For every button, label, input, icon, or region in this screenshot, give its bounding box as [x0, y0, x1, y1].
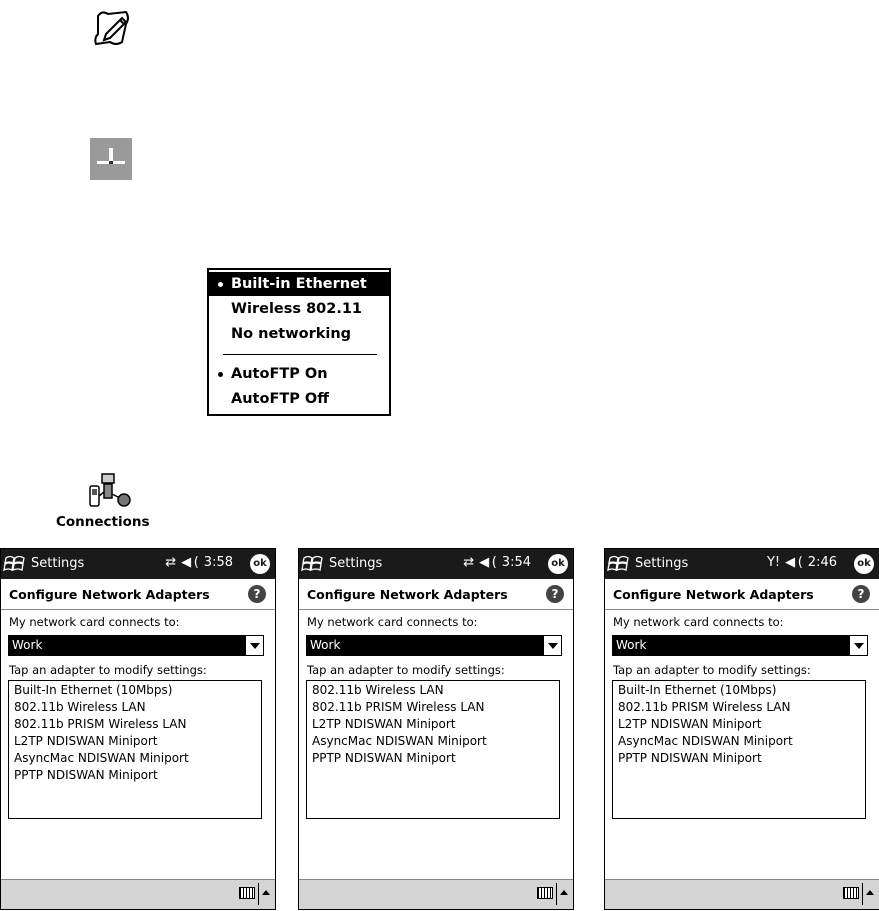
divider: [862, 883, 863, 905]
help-icon[interactable]: ?: [852, 585, 870, 603]
list-item[interactable]: 802.11b Wireless LAN: [14, 700, 146, 714]
menu-separator: [223, 354, 377, 355]
title-bar: [299, 549, 573, 579]
list-item[interactable]: L2TP NDISWAN Miniport: [14, 734, 158, 748]
selected-bullet-icon: [218, 282, 223, 287]
ok-button[interactable]: ok: [854, 554, 874, 574]
connects-to-dropdown[interactable]: [612, 635, 868, 656]
list-item[interactable]: PPTP NDISWAN Miniport: [312, 751, 456, 765]
list-item[interactable]: AsyncMac NDISWAN Miniport: [312, 734, 487, 748]
connects-to-label: My network card connects to:: [9, 615, 180, 629]
menu-bar: [299, 879, 573, 909]
chevron-up-icon[interactable]: [560, 890, 568, 895]
ok-button[interactable]: ok: [548, 554, 568, 574]
menu-item-built-in-ethernet[interactable]: [209, 272, 389, 296]
title-bar: [1, 549, 275, 579]
speaker-icon[interactable]: ◀ (: [181, 555, 199, 570]
device-screen-3: [604, 548, 879, 910]
note-icon: [92, 8, 134, 48]
device-screen-2: [298, 548, 574, 910]
list-item[interactable]: 802.11b Wireless LAN: [312, 683, 444, 697]
connects-to-dropdown[interactable]: [306, 635, 562, 656]
adapter-list: [306, 680, 560, 819]
speaker-icon[interactable]: ◀ (: [785, 555, 803, 570]
divider: [299, 609, 573, 610]
connections-icon[interactable]: [86, 470, 136, 512]
menu-item-label: Wireless 802.11: [231, 301, 363, 317]
adapters-label: Tap an adapter to modify settings:: [307, 663, 505, 677]
page-title: Configure Network Adapters: [307, 587, 508, 602]
connects-to-label: My network card connects to:: [613, 615, 784, 629]
list-item[interactable]: Built-In Ethernet (10Mbps): [14, 683, 173, 697]
dropdown-value: Work: [307, 636, 544, 655]
list-item[interactable]: Built-In Ethernet (10Mbps): [618, 683, 777, 697]
menu-item-autoftp-on[interactable]: [209, 362, 389, 386]
menu-item-no-networking[interactable]: [209, 322, 389, 346]
chevron-down-icon[interactable]: [548, 643, 558, 649]
chevron-up-icon[interactable]: [866, 890, 874, 895]
windows-start-icon[interactable]: [607, 552, 631, 576]
title-bar: [605, 549, 879, 579]
sync-icon[interactable]: ⇄: [165, 555, 177, 570]
window-title: Settings: [329, 556, 383, 571]
dropdown-value: Work: [613, 636, 850, 655]
list-item[interactable]: PPTP NDISWAN Miniport: [618, 751, 762, 765]
device-screen-1: [0, 548, 276, 910]
network-popup-menu: [207, 268, 391, 416]
menu-item-label: Built-in Ethernet: [231, 276, 367, 292]
list-item[interactable]: AsyncMac NDISWAN Miniport: [14, 751, 189, 765]
clock[interactable]: 2:46: [807, 555, 837, 570]
list-item[interactable]: AsyncMac NDISWAN Miniport: [618, 734, 793, 748]
status-area: [463, 555, 531, 570]
windows-start-icon[interactable]: [3, 552, 27, 576]
chevron-up-icon[interactable]: [262, 890, 270, 895]
chevron-down-icon[interactable]: [854, 643, 864, 649]
clock[interactable]: 3:54: [501, 555, 531, 570]
menu-item-label: No networking: [231, 326, 352, 342]
adapter-list: [612, 680, 866, 819]
connects-to-label: My network card connects to:: [307, 615, 478, 629]
status-area: [767, 555, 837, 570]
menu-item-autoftp-off[interactable]: [209, 387, 389, 411]
windows-start-icon[interactable]: [301, 552, 325, 576]
keyboard-icon[interactable]: [843, 887, 859, 899]
menu-item-label: AutoFTP On: [231, 366, 328, 382]
window-title: Settings: [31, 556, 85, 571]
menu-bar: [605, 879, 879, 909]
divider: [258, 883, 259, 905]
window-title: Settings: [635, 556, 689, 571]
status-area: [165, 555, 233, 570]
selected-bullet-icon: [218, 372, 223, 377]
list-item[interactable]: PPTP NDISWAN Miniport: [14, 768, 158, 782]
connects-to-dropdown[interactable]: [8, 635, 264, 656]
page-title: Configure Network Adapters: [9, 587, 210, 602]
chevron-down-icon[interactable]: [250, 643, 260, 649]
signal-icon[interactable]: Y!: [766, 555, 781, 570]
adapter-list: [8, 680, 262, 819]
help-icon[interactable]: ?: [248, 585, 266, 603]
adapters-label: Tap an adapter to modify settings:: [613, 663, 811, 677]
divider: [556, 883, 557, 905]
speaker-icon[interactable]: ◀ (: [479, 555, 497, 570]
list-item[interactable]: 802.11b PRISM Wireless LAN: [618, 700, 791, 714]
help-icon[interactable]: ?: [546, 585, 564, 603]
keyboard-icon[interactable]: [239, 887, 255, 899]
sync-icon[interactable]: ⇄: [463, 555, 475, 570]
clock[interactable]: 3:58: [203, 555, 233, 570]
ok-button[interactable]: ok: [250, 554, 270, 574]
dropdown-value: Work: [9, 636, 246, 655]
list-item[interactable]: 802.11b PRISM Wireless LAN: [14, 717, 187, 731]
divider: [605, 609, 879, 610]
network-icon: [90, 138, 132, 180]
connections-label[interactable]: Connections: [56, 514, 150, 530]
divider: [1, 609, 275, 610]
adapters-label: Tap an adapter to modify settings:: [9, 663, 207, 677]
list-item[interactable]: L2TP NDISWAN Miniport: [312, 717, 456, 731]
menu-item-label: AutoFTP Off: [231, 391, 329, 407]
menu-item-wireless[interactable]: [209, 297, 389, 321]
keyboard-icon[interactable]: [537, 887, 553, 899]
menu-bar: [1, 879, 275, 909]
page-title: Configure Network Adapters: [613, 587, 814, 602]
list-item[interactable]: 802.11b PRISM Wireless LAN: [312, 700, 485, 714]
list-item[interactable]: L2TP NDISWAN Miniport: [618, 717, 762, 731]
